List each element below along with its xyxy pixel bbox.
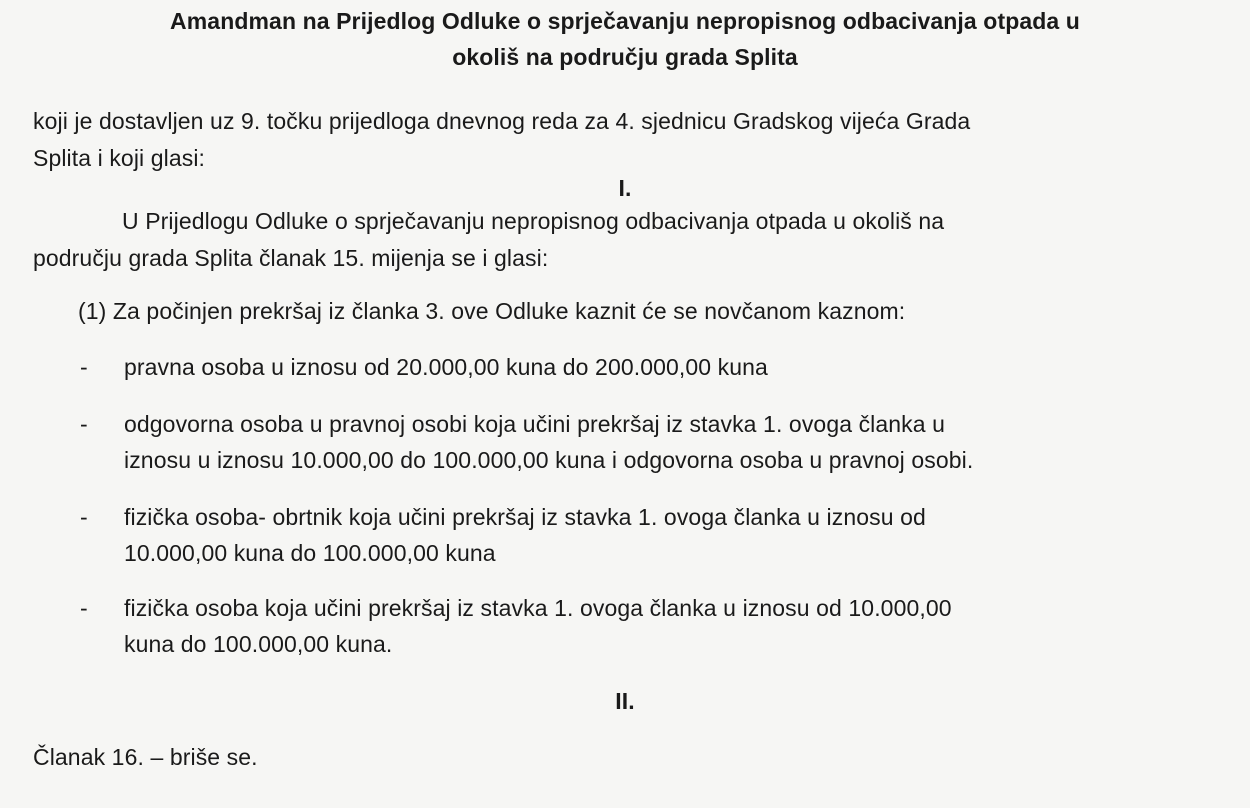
bullet-dash: - (80, 411, 88, 437)
bullet-2-line-1: odgovorna osoba u pravnoj osobi koja učini prekršaj iz stavka 1. ovoga članka u (124, 411, 946, 437)
bullet-4-line-1: fizička osoba koja učini prekršaj iz stavka 1. ovoga članka u iznosu od 10.000,00 (124, 595, 952, 621)
final-line: Članak 16. – briše se. (33, 744, 258, 770)
bullet-2-line-2: iznosu u iznosu 10.000,00 do 100.000,00 kuna i odgovorna osoba u pravnoj osobi. (124, 447, 974, 473)
intro-line-2: Splita i koji glasi: (33, 145, 206, 171)
document-title-line-2: okoliš na području grada Splita (452, 44, 798, 70)
bullet-dash: - (80, 504, 88, 530)
paragraph-line-1: U Prijedlogu Odluke o sprječavanju nepropisnog odbacivanja otpada u okoliš na (122, 208, 945, 234)
bullet-dash: - (80, 354, 88, 380)
bullet-1-line-1: pravna osoba u iznosu od 20.000,00 kuna do 200.000,00 kuna (124, 354, 768, 380)
bullet-3-line-1: fizička osoba- obrtnik koja učini prekršaj iz stavka 1. ovoga članka u iznosu od (124, 504, 926, 530)
section-heading-1: I. (618, 175, 632, 201)
bullet-3-line-2: 10.000,00 kuna do 100.000,00 kuna (124, 540, 496, 566)
item-1: (1) Za počinjen prekršaj iz članka 3. ove Odluke kaznit će se novčanom kaznom: (78, 298, 906, 324)
section-heading-2: II. (615, 688, 635, 714)
paragraph-line-2: području grada Splita članak 15. mijenja se i glasi: (33, 245, 549, 271)
intro-line-1: koji je dostavljen uz 9. točku prijedloga dnevnog reda za 4. sjednicu Gradskog vijeća Grada (33, 108, 971, 134)
document-title-line-1: Amandman na Prijedlog Odluke o sprječavanju nepropisnog odbacivanja otpada u (170, 8, 1080, 34)
bullet-dash: - (80, 595, 88, 621)
bullet-4-line-2: kuna do 100.000,00 kuna. (124, 631, 393, 657)
